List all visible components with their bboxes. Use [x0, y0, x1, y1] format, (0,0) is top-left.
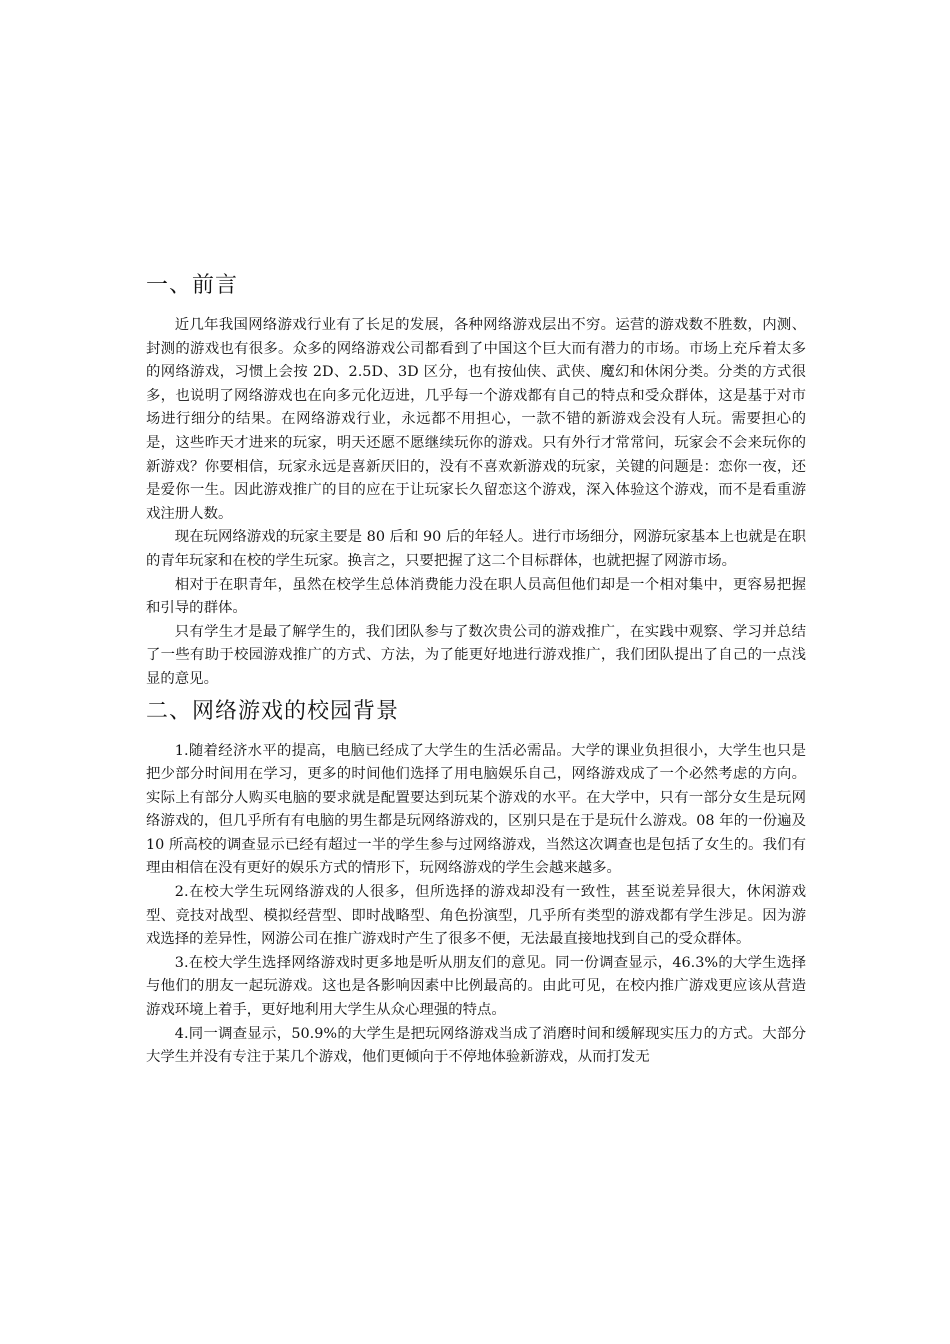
background-paragraph-2: 2.在校大学生玩网络游戏的人很多，但所选择的游戏却没有一致性，甚至说差异很大，休闲游戏型、竞技对战型、模拟经营型、即时战略型、角色扮演型，几乎所有类型的游戏都有学生涉足。因为游戏选择的差异性，网游公司在推广游戏时产生了很多不便，无法最直接地找到自己的受众群体。 — [146, 884, 806, 948]
section-heading-preface: 一、前言 — [146, 273, 239, 298]
background-paragraph-1: 1.随着经济水平的提高，电脑已经成了大学生的生活必需品。大学的课业负担很小，大学生也只是把少部分时间用在学习，更多的时间他们选择了用电脑娱乐自己，网络游戏成了一个必然考虑的方向。实际上有部分人购买电脑的要求就是配置要达到玩某个游戏的水平。在大学中，只有一部分女生是玩网络游戏的，但几乎所有有电脑的男生都是玩网络游戏的，区别只是在于是玩什么游戏。08 年的一份遍及 10 所高校的调查显示已经有超过一半的学生参与过网络游戏，当然这次调查也是包括了女生的。我们有理由相信在没有更好的娱乐方式的情形下，玩网络游戏的学生会越来越多。 — [146, 742, 806, 877]
preface-paragraph-3: 相对于在职青年，虽然在校学生总体消费能力没在职人员高但他们却是一个相对集中，更容易把握和引导的群体。 — [146, 576, 806, 617]
preface-paragraph-2: 现在玩网络游戏的玩家主要是 80 后和 90 后的年轻人。进行市场细分，网游玩家基本上也就是在职的青年玩家和在校的学生玩家。换言之，只要把握了这二个目标群体，也就把握了网游市场。 — [146, 529, 806, 569]
section-heading-campus-background: 二、网络游戏的校园背景 — [146, 698, 400, 724]
background-paragraph-4: 4.同一调查显示，50.9%的大学生是把玩网络游戏当成了消磨时间和缓解现实压力的方式。大部分大学生并没有专注于某几个游戏，他们更倾向于不停地体验新游戏，从而打发无 — [146, 1025, 806, 1066]
preface-paragraph-4: 只有学生才是最了解学生的，我们团队参与了数次贵公司的游戏推广，在实践中观察、学习并总结了一些有助于校园游戏推广的方式、方法，为了能更好地进行游戏推广，我们团队提出了自己的一点浅显的意见。 — [146, 623, 806, 687]
background-paragraph-3: 3.在校大学生选择网络游戏时更多地是听从朋友们的意见。同一份调查显示，46.3%的大学生选择与他们的朋友一起玩游戏。这也是各影响因素中比例最高的。由此可见，在校内推广游戏更应该从营造游戏环境上着手，更好地利用大学生从众心理强的特点。 — [146, 954, 806, 1019]
preface-paragraph-1: 近几年我国网络游戏行业有了长足的发展，各种网络游戏层出不穷。运营的游戏数不胜数，内测、封测的游戏也有很多。众多的网络游戏公司都看到了中国这个巨大而有潜力的市场。市场上充斥着太多的网络游戏，习惯上会按 2D、2.5D、3D 区分，也有按仙侠、武侠、魔幻和休闲分类。分类的方式很多，也说明了网络游戏也在向多元化迈进，几乎每一个游戏都有自己的特点和受众群体，这是基于对市场进行细分的结果。在网络游戏行业，永远都不用担心，一款不错的新游戏会没有人玩。需要担心的是，这些昨天才进来的玩家，明天还愿不愿继续玩你的游戏。只有外行才常常问，玩家会不会来玩你的新游戏？你要相信，玩家永远是喜新厌旧的，没有不喜欢新游戏的玩家，关键的问题是：恋你一夜，还是爱你一生。因此游戏推广的目的应在于让玩家长久留恋这个游戏，深入体验这个游戏，而不是看重游戏注册人数。 — [146, 317, 806, 522]
document-page — [146, 268, 806, 1070]
